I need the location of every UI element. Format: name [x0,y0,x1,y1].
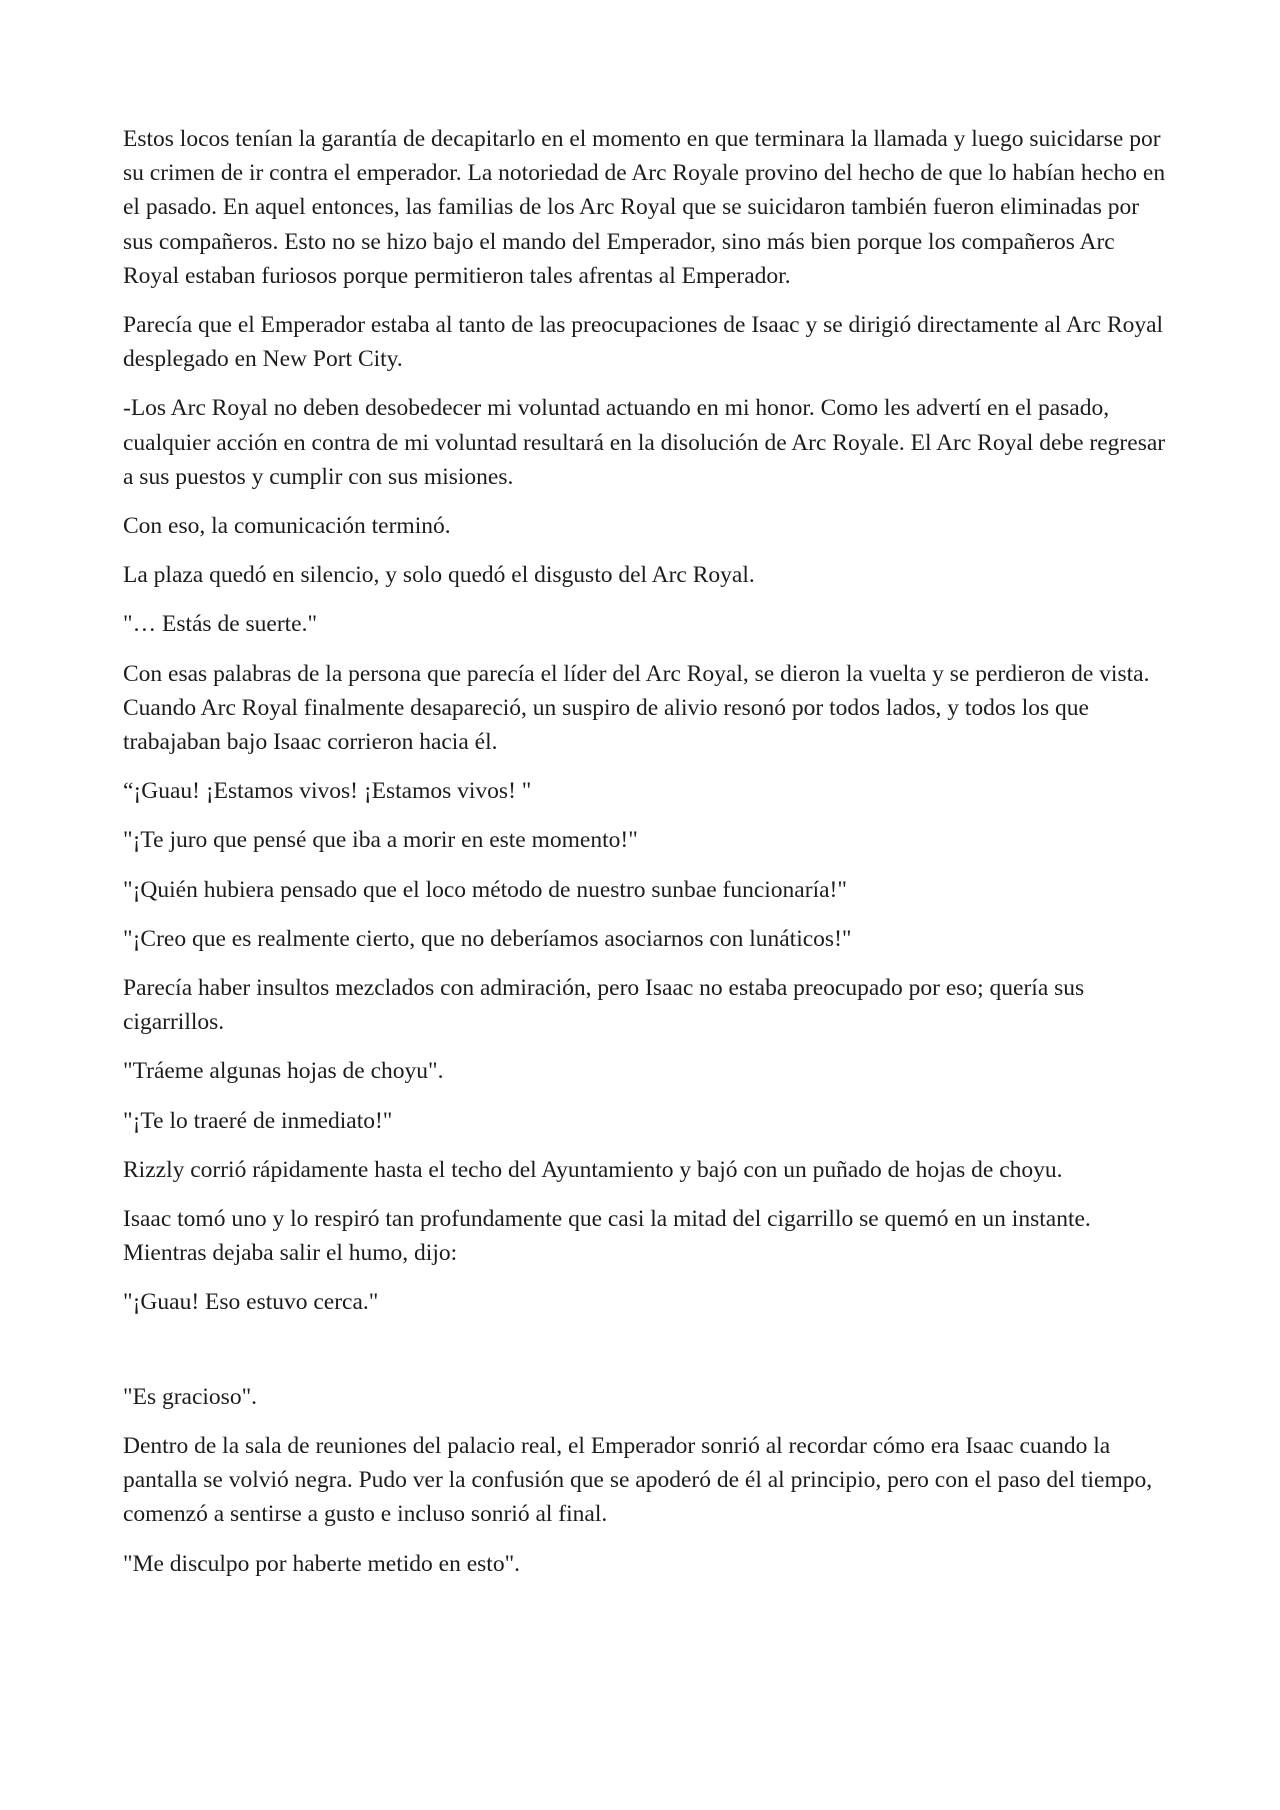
paragraph: Con esas palabras de la persona que parecía el líder del Arc Royal, se dieron la vuelta y se perdieron de vista. Cuando Arc Royal finalmente desapareció, un suspiro de alivio resonó por todos lados, y todos los que trabajaban bajo Isaac corrieron hacia él. [123,660,1150,756]
paragraph: "Es gracioso". [123,1383,258,1410]
paragraph: "¡Creo que es realmente cierto, que no deberíamos asociarnos con lunáticos!" [123,925,852,952]
paragraph: "¡Te lo traeré de inmediato!" [123,1107,393,1134]
paragraph: Parecía que el Emperador estaba al tanto de las preocupaciones de Isaac y se dirigió directamente al Arc Royal desplegado en New Port City. [123,312,1164,373]
paragraph: "¡Te juro que pensé que iba a morir en este momento!" [123,827,638,854]
paragraph: Estos locos tenían la garantía de decapitarlo en el momento en que terminara la llamada y luego suicidarse por su crimen de ir contra el emperador. La notoriedad de Arc Royale provino del hecho de que lo habían hecho en el pasado. En aquel entonces, las familias de los Arc Royal que se suicidaron también fueron eliminadas por sus compañeros. Esto no se hizo bajo el mando del Emperador, sino más bien porque los compañeros Arc Royal estaban furiosos porque permitieron tales afrentas al Emperador. [123,126,1166,289]
paragraph: Isaac tomó uno y lo respiró tan profundamente que casi la mitad del cigarrillo se quemó en un instante. Mientras dejaba salir el humo, dijo: [123,1206,1091,1267]
paragraph: La plaza quedó en silencio, y solo quedó el disgusto del Arc Royal. [123,562,755,589]
document-body [123,122,1173,1581]
paragraph: Parecía haber insultos mezclados con admiración, pero Isaac no estaba preocupado por eso; quería sus cigarrillos. [123,975,1085,1036]
paragraph: "Tráeme algunas hojas de choyu". [123,1058,444,1085]
paragraph: "Me disculpo por haberte metido en esto". [123,1550,521,1577]
paragraph: Dentro de la sala de reuniones del palacio real, el Emperador sonrió al recordar cómo era Isaac cuando la pantalla se volvió negra. Pudo ver la confusión que se apoderó de él al principio, pero con el paso del tiempo, comenzó a sentirse a gusto e incluso sonrió al final. [123,1432,1153,1528]
paragraph: “¡Guau! ¡Estamos vivos! ¡Estamos vivos! " [123,778,532,805]
paragraph: Rizzly corrió rápidamente hasta el techo del Ayuntamiento y bajó con un puñado de hojas de choyu. [123,1156,1063,1183]
paragraph: -Los Arc Royal no deben desobedecer mi voluntad actuando en mi honor. Como les advertí en el pasado, cualquier acción en contra de mi voluntad resultará en la disolución de Arc Royale. El Arc Royal debe regresar a sus puestos y cumplir con sus misiones. [123,395,1166,490]
paragraph: "¡Guau! Eso estuvo cerca." [123,1289,379,1316]
paragraph: "¡Quién hubiera pensado que el loco método de nuestro sunbae funcionaría!" [123,876,847,903]
paragraph: "… Estás de suerte." [123,611,318,638]
paragraph: Con eso, la comunicación terminó. [123,513,451,540]
section-break [123,1335,1173,1380]
